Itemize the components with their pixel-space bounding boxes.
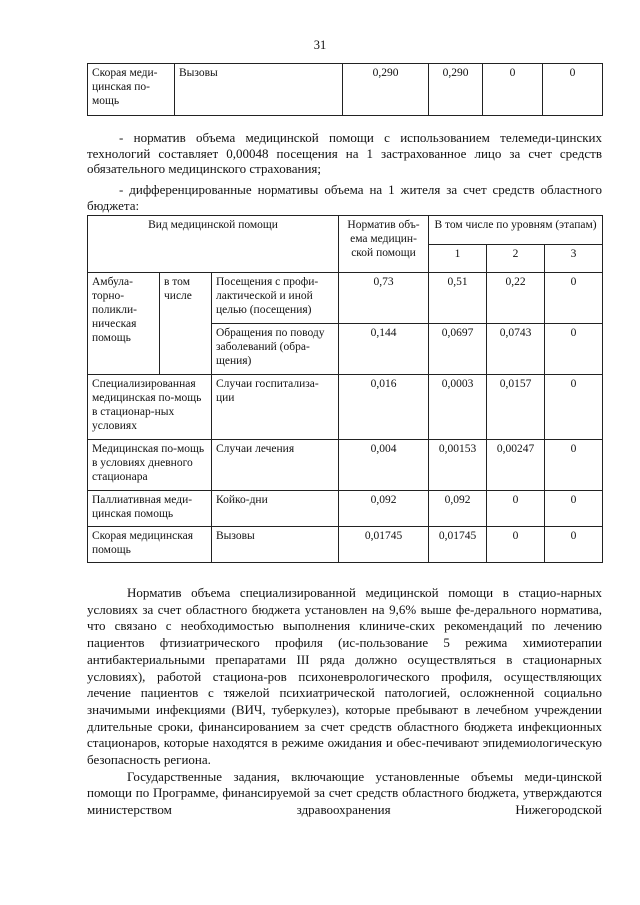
paragraph-telemedicine: - норматив объема медицинской помощи с использованием телемеди-цинских технологий составляет 0,00048 посещения на 1 застрахованное лицо за счет средств обязательного медицинского страхования; bbox=[87, 130, 602, 176]
table-cell: 0,092 bbox=[429, 491, 487, 527]
paragraph-specialized-care: Норматив объема специализированной медицинской помощи в стацио-нарных условиях за счет областного бюджета установлен на 9,6% выше фе-дерального норматива, что связано с необходимостью выполнения клиниче-ских рекомендаций по лечению пациентов фтизиатрического профиля (ис-пользование 5 режима химиотерапии антибактериальными препаратами III ряда должно осуществляться в стационарных условиях), работой стациона-ров психоневрологического профиля, осуществляющих лечение пациентов с тяжелой психиатрической патологией, осложненной социально значимыми инфекциями (ВИЧ, туберкулез), которые пребывают в лечебном учреждении длительные сроки, финансированием за счет средств областного бюджета инфекционных стационаров, которые находятся в режиме ожидания и обес-печивают эпидемиологическую безопасность региона. bbox=[87, 585, 602, 768]
table-cell: 0,00153 bbox=[429, 440, 487, 491]
table-cell: 0,144 bbox=[339, 324, 429, 375]
table-cell: 0,22 bbox=[487, 273, 545, 324]
table-cell: Посещения с профи-лактической и иной целью (посещения) bbox=[212, 273, 339, 324]
table-cell: 0 bbox=[545, 527, 603, 563]
table-cell: Случаи госпитализа-ции bbox=[212, 375, 339, 440]
table-cell: 0,092 bbox=[339, 491, 429, 527]
table-cell: 0,0743 bbox=[487, 324, 545, 375]
table-cell: 0,0003 bbox=[429, 375, 487, 440]
table-cell: Паллиативная меди-цинская помощь bbox=[88, 491, 212, 527]
table-cell: 0,0697 bbox=[429, 324, 487, 375]
header-level-2: 2 bbox=[487, 244, 545, 273]
table-cell: Скорая медицинская помощь bbox=[88, 527, 212, 563]
table-row bbox=[88, 273, 603, 324]
table-cell: 0 bbox=[545, 375, 603, 440]
header-level-3: 3 bbox=[545, 244, 603, 273]
table-cell: Скорая меди-цинская по-мощь bbox=[88, 64, 175, 116]
table-cell: 0,00247 bbox=[487, 440, 545, 491]
body-text bbox=[87, 585, 602, 819]
table-cell: в том числе bbox=[160, 273, 212, 375]
table-row bbox=[88, 375, 603, 440]
table-cell: Амбула-торно-поликли-ническая помощь bbox=[88, 273, 160, 375]
norms-table bbox=[87, 215, 603, 563]
table-cell: 0 bbox=[545, 273, 603, 324]
paragraph-state-tasks: Государственные задания, включающие установленные объемы меди-цинской помощи по Программе, финансируемой за счет средств областного бюджета, утверждаются министерством здравоохранения Нижегородской bbox=[87, 768, 602, 818]
table-cell: 0 bbox=[483, 64, 543, 116]
table-cell: 0,01745 bbox=[429, 527, 487, 563]
table-cell: Случаи лечения bbox=[212, 440, 339, 491]
table-cell: 0,51 bbox=[429, 273, 487, 324]
header-level-1: 1 bbox=[429, 244, 487, 273]
table-cell: 0,004 bbox=[339, 440, 429, 491]
table-cell: Медицинская по-мощь в условиях дневного стационара bbox=[88, 440, 212, 491]
table-cell: 0,016 bbox=[339, 375, 429, 440]
table-cell: 0,290 bbox=[343, 64, 429, 116]
table-row bbox=[88, 527, 603, 563]
table-cell: Обращения по поводу заболеваний (обра-щения) bbox=[212, 324, 339, 375]
table-cell: Койко-дни bbox=[212, 491, 339, 527]
header-levels: В том числе по уровням (этапам) bbox=[429, 216, 603, 245]
table-cell: Вызовы bbox=[175, 64, 343, 116]
table-cell: 0 bbox=[545, 324, 603, 375]
table-cell: Вызовы bbox=[212, 527, 339, 563]
table-cell: 0,01745 bbox=[339, 527, 429, 563]
table-cell: 0 bbox=[545, 440, 603, 491]
paragraph-regional-budget: - дифференцированные нормативы объема на 1 жителя за счет средств областного бюджета: bbox=[87, 182, 602, 213]
page-number: 31 bbox=[313, 38, 327, 52]
header-norm: Норматив объ-ема медицин-ской помощи bbox=[339, 216, 429, 273]
header-care-type: Вид медицинской помощи bbox=[88, 216, 339, 273]
table-cell: 0,0157 bbox=[487, 375, 545, 440]
table-cell: 0 bbox=[487, 527, 545, 563]
table-cell: 0,73 bbox=[339, 273, 429, 324]
table-cell: 0 bbox=[545, 491, 603, 527]
table-cell: 0 bbox=[487, 491, 545, 527]
table-cell: 0,290 bbox=[429, 64, 483, 116]
table-row bbox=[88, 64, 603, 116]
table-row bbox=[88, 491, 603, 527]
top-table bbox=[87, 63, 603, 116]
table-row bbox=[88, 440, 603, 491]
table-header-row bbox=[88, 216, 603, 245]
table-cell: Специализированная медицинская по-мощь в стационар-ных условиях bbox=[88, 375, 212, 440]
table-cell: 0 bbox=[543, 64, 603, 116]
